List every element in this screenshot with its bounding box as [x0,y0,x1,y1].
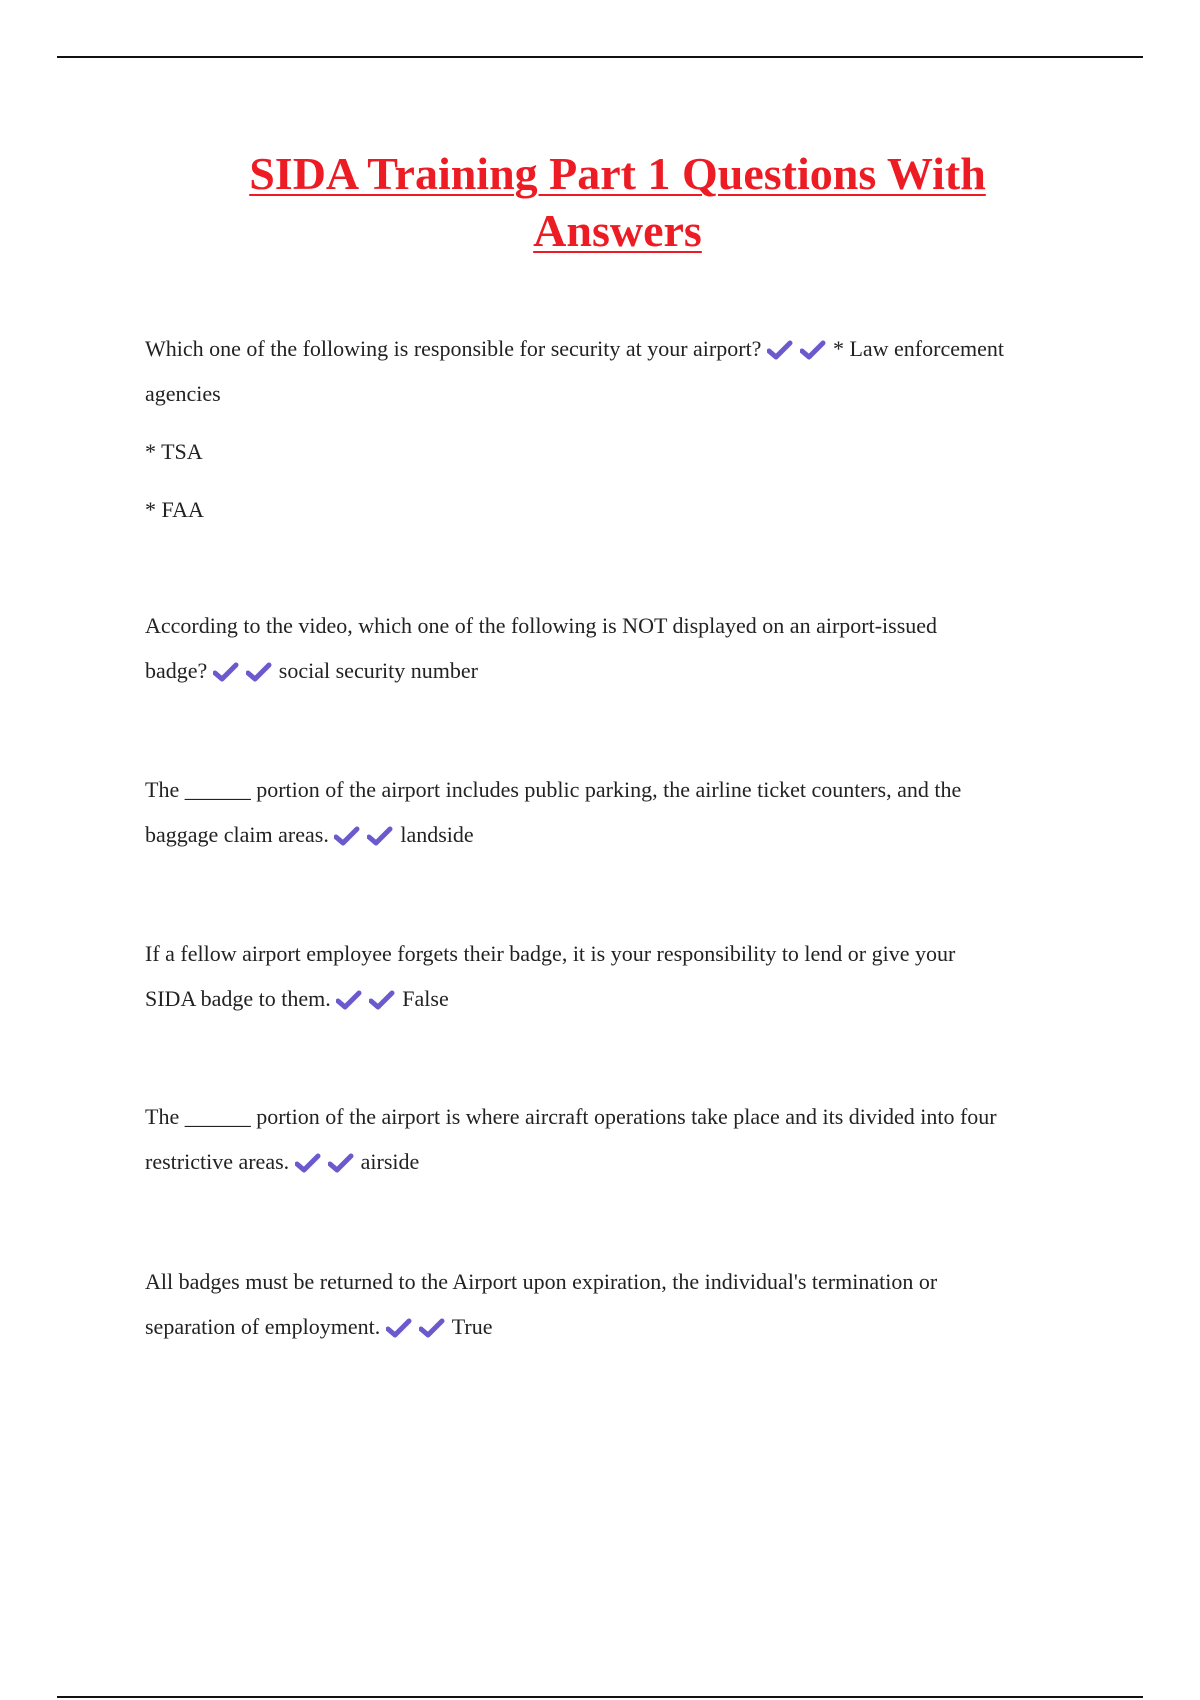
answer-text: social security number [278,658,478,683]
checkmark-icon [295,1153,321,1173]
title-line-2: Answers [533,205,702,256]
question-text: If a fellow airport employee forgets their badge, it is your responsibility to lend or give your [145,941,956,966]
question-text: The ______ portion of the airport is where aircraft operations take place and its divided into four [145,1104,997,1129]
question-text-continued: badge? [145,658,208,683]
question-text-continued: baggage claim areas. [145,822,329,847]
answer-text: False [402,986,449,1011]
qa-text [145,603,1090,693]
answer-option: * TSA [145,439,203,464]
title-line-1: SIDA Training Part 1 Questions With [249,148,986,199]
qa-item-5 [145,1094,1090,1184]
question-text: According to the video, which one of the following is NOT displayed on an airport-issued [145,613,938,638]
question-text: All badges must be returned to the Airport upon expiration, the individual's termination or [145,1269,938,1294]
checkmark-icon [386,1318,412,1338]
answer-text: * Law enforcement [832,336,1004,361]
question-text: The ______ portion of the airport includes public parking, the airline ticket counters, and the [145,777,962,802]
answer-option: * FAA [145,497,204,522]
answer-text: True [451,1314,493,1339]
document-title [150,145,1085,259]
checkmark-icon [336,990,362,1010]
checkmark-icon [367,826,393,846]
qa-text [145,1094,1090,1184]
checkmark-icon [246,662,272,682]
qa-item-4 [145,931,1090,1021]
checkmark-icon [419,1318,445,1338]
checkmark-icon [767,340,793,360]
qa-text [145,1259,1090,1349]
question-text-continued: separation of employment. [145,1314,381,1339]
question-text-continued: restrictive areas. [145,1149,290,1174]
qa-text [145,326,1090,416]
answer-text: landside [400,822,474,847]
qa-text [145,767,1090,857]
answer-text-continued: agencies [145,381,221,406]
question-text: Which one of the following is responsible for security at your airport? [145,336,762,361]
question-text-continued: SIDA badge to them. [145,986,331,1011]
checkmark-icon [213,662,239,682]
checkmark-icon [369,990,395,1010]
bottom-rule [57,1696,1143,1698]
qa-item-1 [145,326,1090,532]
top-rule [57,56,1143,58]
answer-text: airside [360,1149,420,1174]
qa-item-3 [145,767,1090,857]
answer-options [145,429,1090,532]
qa-item-6 [145,1259,1090,1349]
checkmark-icon [328,1153,354,1173]
checkmark-icon [334,826,360,846]
qa-item-2 [145,603,1090,693]
checkmark-icon [800,340,826,360]
qa-text [145,931,1090,1021]
